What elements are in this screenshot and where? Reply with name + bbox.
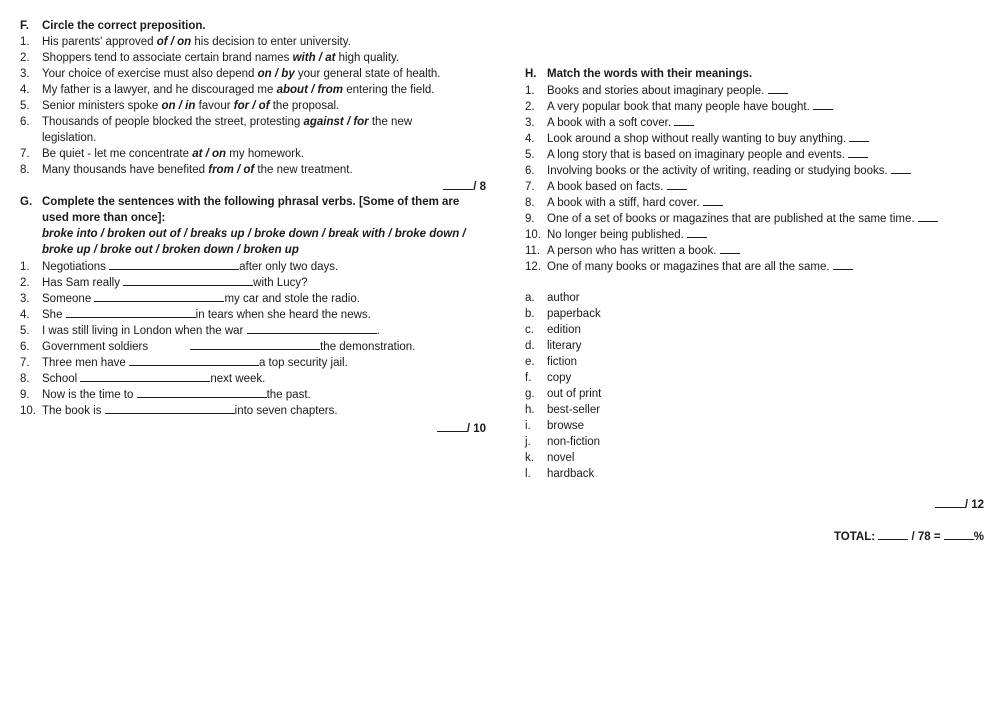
phrasal-verb-item: 3. Someone my car and stole the radio.	[20, 290, 490, 306]
preposition-item: 4. My father is a lawyer, and he discouraged me about / from entering the field.	[20, 84, 435, 96]
definition-item: 1. Books and stories about imaginary people.	[525, 82, 965, 98]
word-option: g. out of print	[525, 388, 602, 400]
preposition-item: 2. Shoppers tend to associate certain brand names with / at high quality.	[20, 52, 400, 64]
match-blank[interactable]	[687, 226, 707, 238]
word-option: k. novel	[525, 452, 575, 464]
word-option: c. edition	[525, 324, 581, 336]
word-option: a. author	[525, 292, 580, 304]
preposition-item: 5. Senior ministers spoke on / in favour for / of the proposal.	[20, 100, 340, 112]
preposition-item: 1. His parents' approved of / on his decision to enter university.	[20, 36, 351, 48]
section-f-title: F. Circle the correct preposition.	[20, 20, 206, 32]
phrasal-verb-item: 7. Three men have a top security jail.	[20, 354, 490, 370]
phrasal-verb-item: 6. Government soldiers the demonstration.	[20, 338, 490, 354]
definition-item: 7. A book based on facts.	[525, 178, 965, 194]
answer-blank[interactable]	[80, 370, 210, 382]
section-f-score: / 8	[20, 178, 490, 194]
preposition-item: 8. Many thousands have benefited from / of the new treatment.	[20, 164, 353, 176]
section-g-title-cont: used more than once]:	[42, 212, 166, 224]
answer-blank[interactable]	[105, 402, 235, 414]
phrasal-verb-item: 5. I was still living in London when the war .	[20, 322, 490, 338]
preposition-item-cont: legislation.	[42, 132, 97, 144]
preposition-item: 7. Be quiet - let me concentrate at / on my homework.	[20, 148, 305, 160]
answer-blank[interactable]	[66, 306, 196, 318]
word-option: d. literary	[525, 340, 582, 352]
right-column	[525, 66, 965, 482]
preposition-choice[interactable]: about / from	[276, 84, 344, 96]
answer-blank[interactable]	[94, 290, 224, 302]
total-blank[interactable]	[878, 528, 908, 540]
section-h-score: / 12	[935, 496, 984, 511]
phrasal-verb-item: 10. The book is into seven chapters.	[20, 402, 490, 418]
word-option: i. browse	[525, 420, 585, 432]
phrasal-verb-item: 4. She in tears when she heard the news.	[20, 306, 490, 322]
definition-item: 5. A long story that is based on imaginary people and events.	[525, 146, 965, 162]
match-blank[interactable]	[813, 98, 833, 110]
match-blank[interactable]	[891, 162, 911, 174]
match-blank[interactable]	[720, 242, 740, 254]
total-score: TOTAL: / 78 = %	[834, 528, 984, 543]
answer-blank[interactable]	[123, 274, 253, 286]
word-option: l. hardback	[525, 468, 595, 480]
preposition-choice[interactable]: for / of	[233, 100, 270, 112]
section-g-list	[20, 258, 490, 418]
word-option: j. non-fiction	[525, 436, 601, 448]
preposition-choice[interactable]: against / for	[303, 116, 369, 128]
match-blank[interactable]	[848, 146, 868, 158]
score-blank[interactable]	[443, 178, 473, 190]
definition-item: 12. One of many books or magazines that are all the same.	[525, 258, 965, 274]
answer-blank[interactable]	[137, 386, 267, 398]
word-option: e. fiction	[525, 356, 578, 368]
word-option: b. paperback	[525, 308, 601, 320]
definition-item: 3. A book with a soft cover.	[525, 114, 965, 130]
answer-blank[interactable]	[247, 322, 377, 334]
section-h-word-list	[525, 290, 965, 482]
definition-item: 10. No longer being published.	[525, 226, 965, 242]
answer-blank[interactable]	[109, 258, 239, 270]
phrasal-verb-item: 1. Negotiations after only two days.	[20, 258, 490, 274]
section-h-title: H. Match the words with their meanings.	[525, 68, 753, 80]
match-blank[interactable]	[674, 114, 694, 126]
section-f-list	[20, 34, 490, 178]
phrasal-verbs-line-2: broke up / broke out / broken down / broken up	[42, 244, 299, 256]
answer-blank[interactable]	[190, 338, 320, 350]
definition-item: 8. A book with a stiff, hard cover.	[525, 194, 965, 210]
definition-item: 6. Involving books or the activity of writing, reading or studying books.	[525, 162, 965, 178]
phrasal-verb-item: 8. School next week.	[20, 370, 490, 386]
section-g-title: G. Complete the sentences with the following phrasal verbs. [Some of them are	[20, 196, 460, 208]
preposition-item: 6. Thousands of people blocked the street, protesting against / for the new	[20, 116, 413, 128]
match-blank[interactable]	[667, 178, 687, 190]
definition-item: 4. Look around a shop without really wanting to buy anything.	[525, 130, 965, 146]
preposition-choice[interactable]: on / in	[161, 100, 196, 112]
preposition-choice[interactable]: at / on	[192, 148, 227, 160]
phrasal-verb-item: 9. Now is the time to the past.	[20, 386, 490, 402]
match-blank[interactable]	[849, 130, 869, 142]
definition-item: 9. One of a set of books or magazines that are published at the same time.	[525, 210, 965, 226]
preposition-choice[interactable]: on / by	[257, 68, 295, 80]
preposition-item: 3. Your choice of exercise must also depend on / by your general state of health.	[20, 68, 441, 80]
percent-blank[interactable]	[944, 528, 974, 540]
preposition-choice[interactable]: with / at	[292, 52, 336, 64]
section-g-score: / 10	[20, 420, 490, 436]
phrasal-verb-item: 2. Has Sam really with Lucy?	[20, 274, 490, 290]
phrasal-verbs-line-1: broke into / broken out of / breaks up / broke down / break with / broke down /	[42, 228, 466, 240]
preposition-choice[interactable]: of / on	[156, 36, 192, 48]
match-blank[interactable]	[918, 210, 938, 222]
word-option: f. copy	[525, 372, 572, 384]
score-blank[interactable]	[437, 420, 467, 432]
score-blank[interactable]	[935, 496, 965, 508]
answer-blank[interactable]	[129, 354, 259, 366]
word-option: h. best-seller	[525, 404, 601, 416]
match-blank[interactable]	[768, 82, 788, 94]
definition-item: 11. A person who has written a book.	[525, 242, 965, 258]
definition-item: 2. A very popular book that many people have bought.	[525, 98, 965, 114]
match-blank[interactable]	[703, 194, 723, 206]
section-h-definitions	[525, 82, 965, 274]
preposition-choice[interactable]: from / of	[208, 164, 255, 176]
left-column	[20, 18, 490, 436]
match-blank[interactable]	[833, 258, 853, 270]
